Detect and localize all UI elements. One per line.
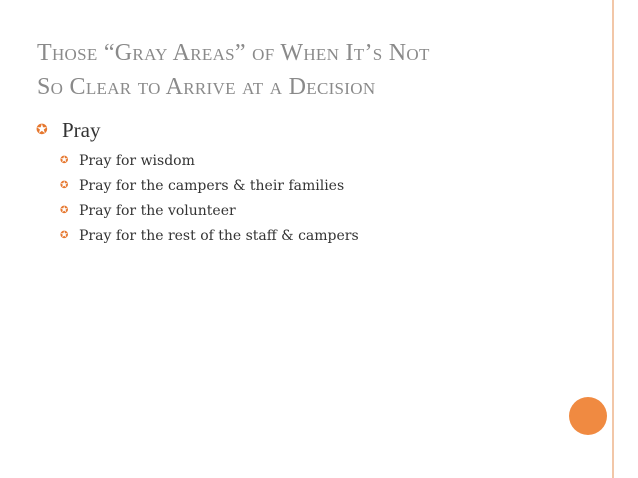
flower-bullet-icon: ✪ [60, 230, 69, 241]
sub-bullet-text: Pray for the campers & their families [79, 177, 345, 194]
orange-circle-decoration [569, 397, 607, 435]
sub-bullet-text: Pray for wisdom [79, 152, 195, 169]
title-line-1: Those “Gray Areas” of When It’s Not [37, 40, 430, 66]
sub-bullet-item [60, 198, 596, 223]
main-bullet-text: Pray [62, 117, 101, 142]
bullet-content [36, 116, 596, 248]
main-bullet-item [36, 116, 596, 144]
sub-bullet-list [36, 148, 596, 248]
flower-bullet-icon: ✪ [60, 155, 69, 166]
sub-bullet-text: Pray for the rest of the staff & campers [79, 227, 359, 244]
flower-bullet-icon: ✪ [36, 122, 48, 138]
slide-title [37, 36, 597, 104]
right-border-line [612, 0, 614, 478]
flower-bullet-icon: ✪ [60, 205, 69, 216]
sub-bullet-text: Pray for the volunteer [79, 202, 236, 219]
sub-bullet-item [60, 173, 596, 198]
flower-bullet-icon: ✪ [60, 180, 69, 191]
sub-bullet-item [60, 148, 596, 173]
title-line-2: So Clear to Arrive at a Decision [37, 74, 376, 100]
sub-bullet-item [60, 223, 596, 248]
